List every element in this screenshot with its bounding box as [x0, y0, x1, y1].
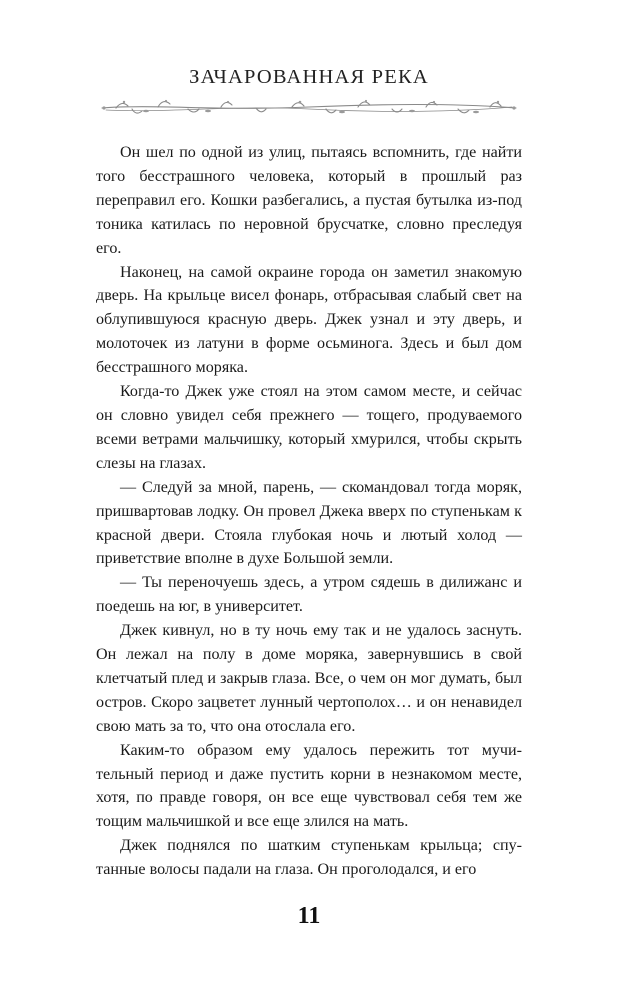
paragraph: Наконец, на самой окраине города он заметил знакомую дверь. На крыльце висел фонарь, отбрасывая слабый свет на облупившуюся красную дверь. Джек узнал и эту дверь, и молоточек из латуни в форме осьминога. Здесь и был дом бесстрашного моряка. [96, 263, 522, 377]
paragraph: — Ты переночуешь здесь, а утром сядешь в дилижанс и поедешь на юг, в университет. [96, 574, 522, 616]
paragraph: Когда-то Джек уже стоял на этом самом месте, и сейчас он словно увидел себя прежнего — тощего, продуваемого всеми ветрами мальчишку, который хмурился, чтобы скрыть слезы на глазах. [96, 383, 522, 472]
paragraph: Джек поднялся по шатким ступенькам крыльца; спутанные волосы падали на глаза. Он проголодался, и его [96, 837, 522, 879]
paragraph: Джек кивнул, но в ту ночь ему так и не удалось заснуть. Он лежал на полу в доме моряка, завернувшись в свой клетчатый плед и закрыв глаза. Все, о чем он мог думать, был остров. Скоро зацветет лунный чертополох… и он ненавидел свою мать за то, что она отослала его. [96, 622, 522, 735]
paragraph: — Следуй за мной, парень, — скомандовал тогда моряк, пришвартовав лодку. Он провел Джека вверх по ступенькам к красной двери. Стояла глубокая ночь и лютый холод — приветствие вполне в духе Большой земли. [96, 478, 522, 568]
page-number: 11 [297, 903, 321, 929]
running-title: ЗАЧАРОВАННАЯ РЕКА [189, 66, 429, 88]
paragraph: Каким-то образом ему удалось пережить тот мучительный период и даже пустить корни в незнакомом месте, хотя, по правде говоря, он все еще чувствовал себя тем же тощим мальчишкой и все еще злился на мать. [96, 741, 522, 831]
vine-ornament-divider [96, 95, 522, 121]
paragraph: Он шел по одной из улиц, пытаясь вспомнить, где найти того бесстрашного человека, который в прошлый раз переправил его. Кошки разбегались, а пустая бутылка из-под тоника катилась по неровной брусчатке, словно преследуя его. [96, 144, 522, 257]
body-text [96, 141, 522, 882]
